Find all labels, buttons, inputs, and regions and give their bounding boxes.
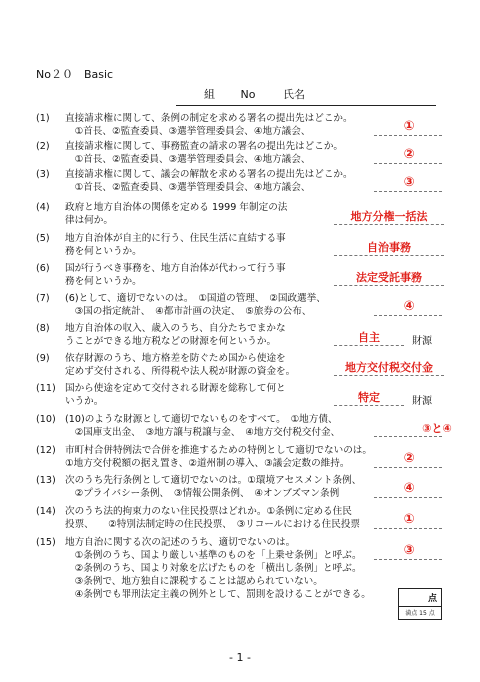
question-line: ③条例で、地方独自に課税することは認められていない。 (65, 576, 323, 587)
question-line: 国が行うべき事務を、地方自治体が代わって行う事 (65, 263, 286, 274)
answer-text: 地方交付税交付金 (345, 361, 433, 374)
answer-text: 自治事務 (367, 241, 411, 254)
answer-text: 特定 (358, 391, 380, 404)
question-line: ①地方交付税額の据え置き、②道州制の導入、③議会定数の維持。 (65, 458, 350, 469)
question-line: ②条例のうち、国より対象を広げたものを「横出し条例」と呼ぶ。 (65, 563, 362, 574)
question-line: 地方自治体の収入、歳入のうち、自分たちでまかな (65, 323, 286, 334)
question-line: ①首長、②監査委員、③選挙管理委員会、④地方議会、 (65, 182, 311, 193)
question-number: (4) (36, 202, 50, 213)
answer-text: ② (403, 147, 415, 162)
question-line: 政府と地方自治体の関係を定める 1999 年制定の法 (65, 202, 288, 213)
question-number: (13) (36, 475, 56, 486)
page-number: - 1 - (229, 651, 251, 664)
answer-text: ① (403, 512, 415, 527)
question-line: 律は何か。 (65, 215, 113, 226)
question-number: (3) (36, 169, 50, 180)
question-line: 市町村合併特例法で合併を推進するための特例として適切でないのは。 (65, 445, 372, 456)
question-number: (2) (36, 141, 50, 152)
question-line: 定めず交付される、所得税や法人税が財源の資金を。 (65, 366, 296, 377)
question-line: 務を何というか。 (65, 246, 142, 257)
question-line: 次のうち先行条例として適切でないのは。①環境アセスメント条例、 (65, 475, 362, 486)
answer-text: ② (403, 451, 415, 466)
question-line: うことができる地方税などの財源を何というか。 (65, 336, 277, 347)
question-line: 地方自治体が自主的に行う、住民生活に直結する事 (65, 233, 286, 244)
answer-text: 地方分権一括法 (350, 210, 428, 223)
answer-text: 法定受託事務 (356, 271, 422, 284)
name-row (176, 86, 436, 106)
answer-text: ④ (403, 299, 415, 314)
question-line: 直接請求権に関して、議会の解散を求める署名の提出先はどこか。 (65, 169, 353, 180)
question-line: (6)として、適切でないのは。 ①国道の管理、 ②国政選挙、 (65, 293, 326, 304)
score-unit: 点 (427, 594, 437, 604)
question-line: 地方自治に関する次の記述のうち、適切でないのは。 (65, 537, 296, 548)
answer-suffix: 財源 (412, 336, 432, 347)
answer-suffix: 財源 (412, 396, 432, 407)
question-line: ①条例のうち、国より厳しい基準のものを「上乗せ条例」と呼ぶ。 (65, 550, 362, 561)
question-line: ③国の指定統計、 ④都市計画の決定、 ⑤旅券の公布、 (65, 306, 312, 317)
answer-text: 自主 (358, 331, 380, 344)
full-score-label: 満点 15 点 (399, 606, 441, 617)
number-label: No (240, 88, 256, 101)
question-number: (14) (36, 506, 56, 517)
question-number: (5) (36, 233, 50, 244)
answer-text: ④ (403, 481, 415, 496)
question-number: (7) (36, 293, 50, 304)
question-line: 務を何というか。 (65, 276, 142, 287)
question-line: いうか。 (65, 396, 104, 407)
question-number: (12) (36, 445, 56, 456)
question-line: 次のうち法的拘束力のない住民投票はどれか。①条例に定める住民 (65, 506, 352, 517)
question-line: 直接請求権に関して、事務監査の請求の署名の提出先はどこか。 (65, 141, 344, 152)
answer-text: ③と④ (422, 422, 452, 435)
answer-text: ① (403, 119, 415, 134)
worksheet-title: No２０ Basic (36, 68, 114, 81)
question-number: (6) (36, 263, 50, 274)
question-number: (15) (36, 537, 56, 548)
question-line: 直接請求権に関して、条例の制定を求める署名の提出先はどこか。 (65, 113, 353, 124)
question-number: (9) (36, 353, 50, 364)
question-number: (8) (36, 323, 50, 334)
question-number: (1) (36, 113, 50, 124)
question-line: ④条例でも罪刑法定主義の例外として、罰則を設けることができる。 (65, 589, 371, 600)
question-line: 依存財源のうち、地方格差を防ぐため国から使途を (65, 353, 286, 364)
answer-text: ③ (403, 175, 415, 190)
answer-text: ③ (403, 543, 415, 558)
question-line: 投票、 ②特別法制定時の住民投票、 ③リコールにおける住民投票 (65, 519, 361, 530)
question-line: ①首長、②監査委員、③選挙管理委員会、④地方議会、 (65, 154, 311, 165)
score-box (398, 588, 442, 620)
question-number: (11) (36, 383, 56, 394)
question-number: (10) (36, 414, 56, 425)
question-line: ①首長、②監査委員、③選挙管理委員会、④地方議会、 (65, 126, 311, 137)
question-line: (10)のような財源として適切でないものをすべて。 ①地方債、 (65, 414, 338, 425)
question-line: ②プライバシー条例、 ③情報公開条例、 ④オンブズマン条例 (65, 488, 340, 499)
question-line: 国から使途を定めて交付される財源を総称して何と (65, 383, 286, 394)
name-label: 氏名 (282, 88, 305, 101)
question-line: ②国庫支出金、 ③地方譲与税譲与金、 ④地方交付税交付金、 (65, 427, 341, 438)
class-label: 組 (204, 88, 215, 101)
